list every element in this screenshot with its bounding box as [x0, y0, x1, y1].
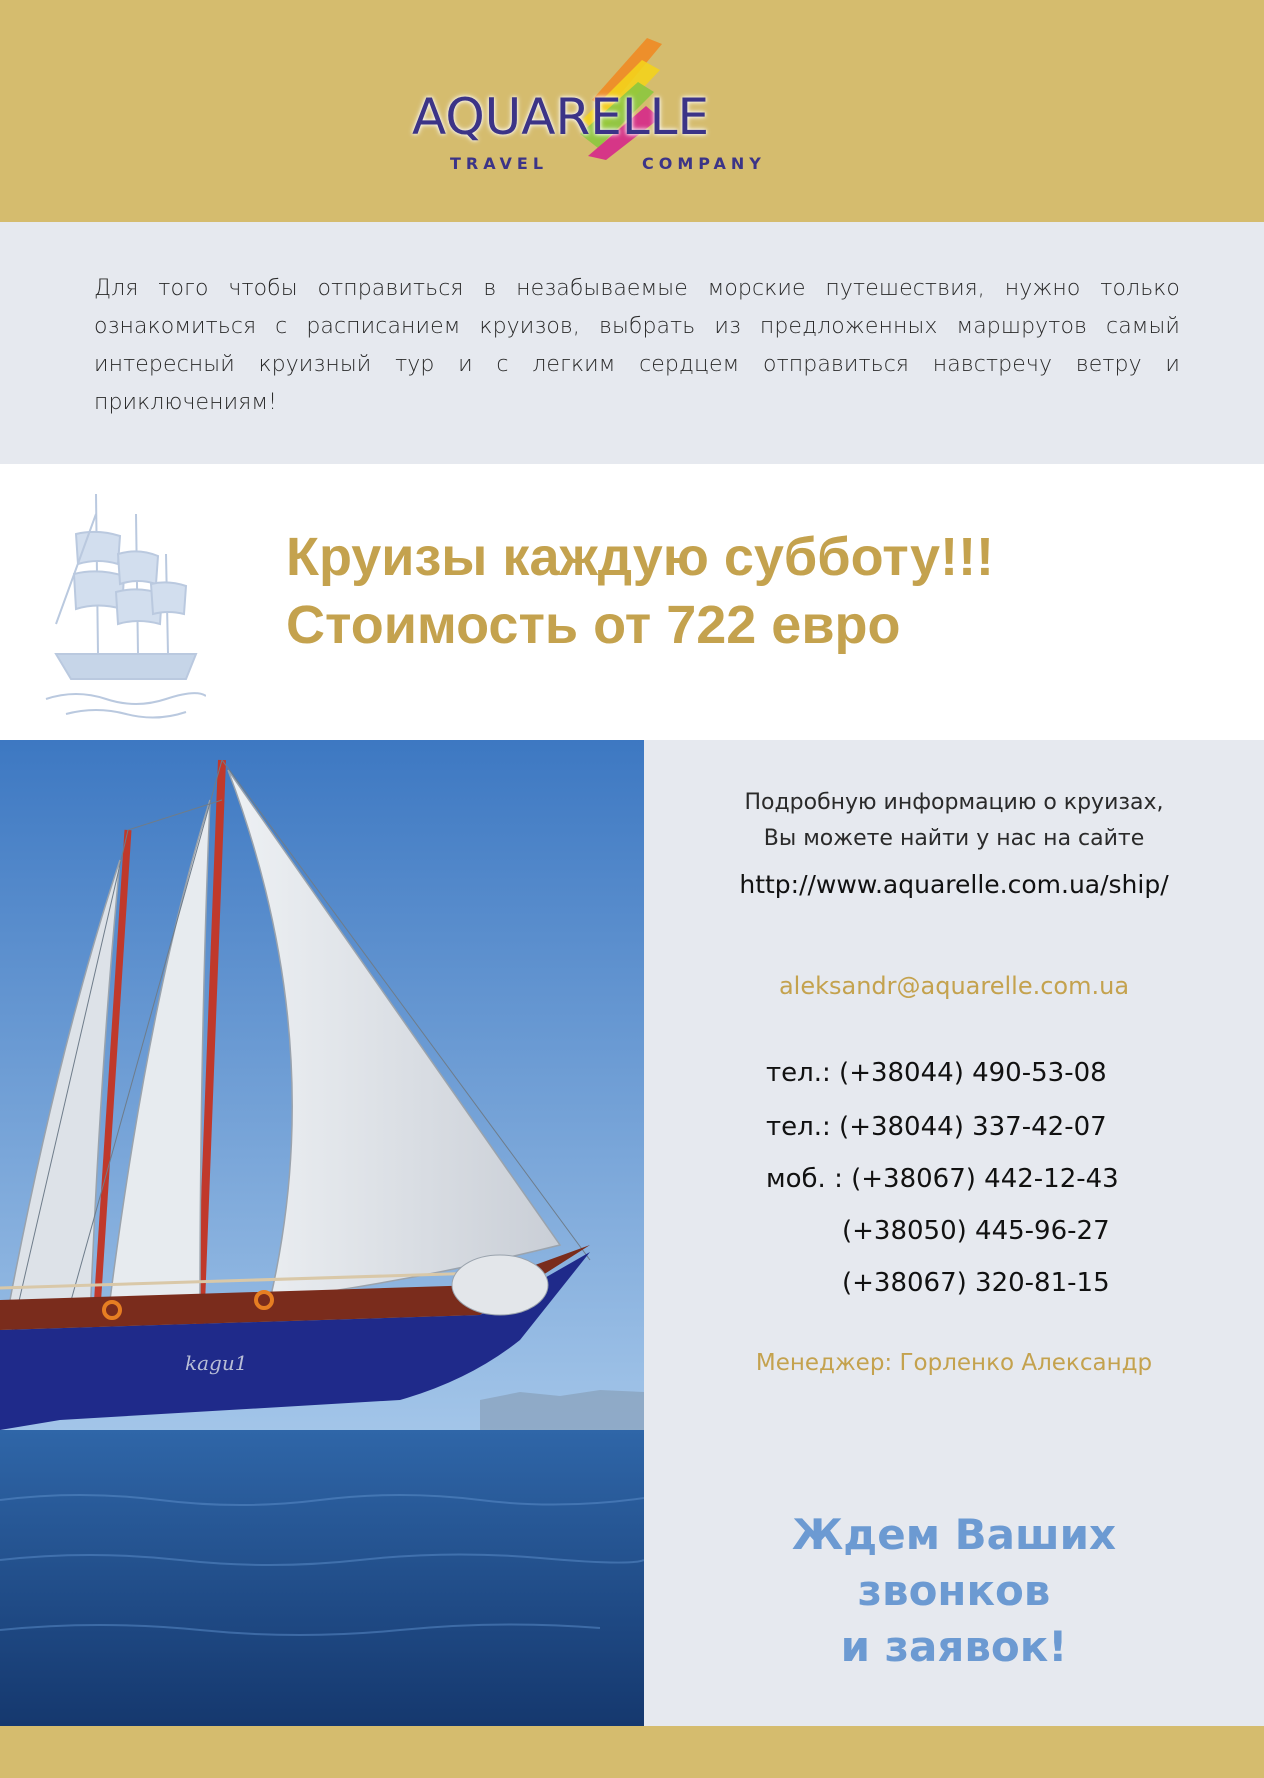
closing-line-2: звонков [857, 1566, 1051, 1615]
closing-line-3: и заявок! [840, 1622, 1068, 1671]
header-band [0, 0, 1264, 222]
logo-wordmark: AQUARELLE [412, 88, 710, 146]
promo-section [0, 464, 1264, 740]
mobile-number: моб. : (+38067) 442-12-43 [766, 1164, 1119, 1194]
sailing-ship-sketch-icon [36, 474, 206, 724]
sailboat-illustration [0, 740, 644, 1726]
promo-price: Стоимость от 722 евро [286, 595, 901, 655]
promo-headline: Круизы каждую субботу!!! [286, 527, 995, 587]
sailboat-photo [0, 740, 644, 1726]
email-link[interactable]: aleksandr@aquarelle.com.ua [778, 972, 1130, 1000]
logo-travel-text: TRAVEL [450, 154, 549, 173]
phone-number: тел.: (+38044) 490-53-08 [766, 1058, 1107, 1088]
logo-company-text: COMPANY [642, 154, 766, 173]
intro-section [0, 222, 1264, 464]
mobile-number: (+38067) 320-81-15 [842, 1268, 1110, 1298]
info-intro-line-2: Вы можете найти у нас на сайте [763, 826, 1145, 851]
website-link[interactable]: http://www.aquarelle.com.ua/ship/ [739, 870, 1169, 899]
manager-name: Менеджер: Горленко Александр [755, 1350, 1153, 1376]
intro-paragraph: Для того чтобы отправиться в незабываемые морские путешествия, нужно только ознакомиться с расписанием круизов, выбрать из предложенных маршрутов самый интересный круизный тур и с легким сердцем отправиться навстречу ветру и приключениям! [94, 276, 1180, 415]
mobile-number: (+38050) 445-96-27 [842, 1216, 1110, 1246]
closing-line-1: Ждем Ваших [791, 1510, 1117, 1559]
boat-name: kagu1 [185, 1351, 248, 1375]
footer-band [0, 1726, 1264, 1778]
info-intro-line-1: Подробную информацию о круизах, [744, 790, 1164, 815]
aquarelle-logo [412, 30, 812, 190]
phone-number: тел.: (+38044) 337-42-07 [766, 1112, 1107, 1142]
contact-info-section [644, 740, 1264, 1726]
